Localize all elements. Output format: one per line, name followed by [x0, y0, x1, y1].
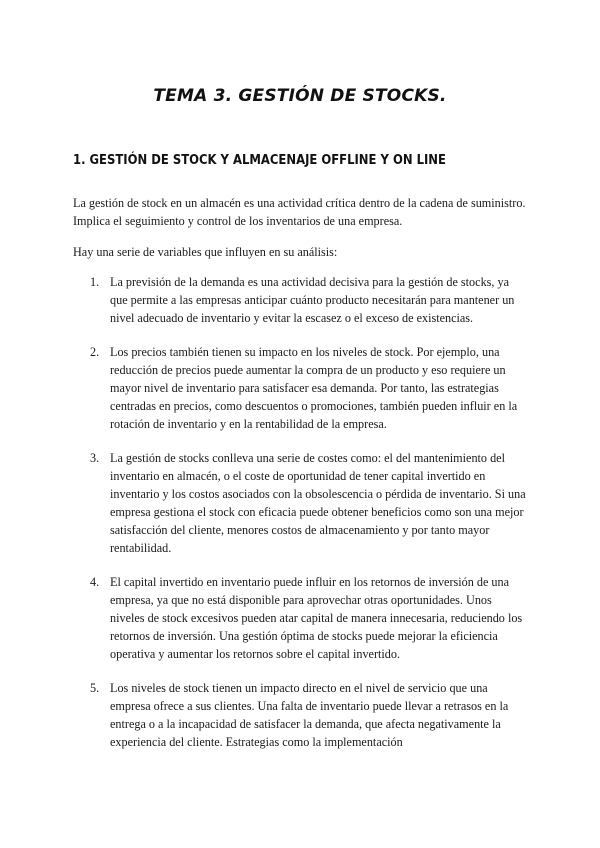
list-item [73, 449, 529, 557]
intro-paragraph: La gestión de stock en un almacén es una actividad crítica dentro de la cadena de suministro. Implica el seguimiento y control de los inventarios de una empresa. [73, 196, 526, 228]
variables-list [73, 273, 529, 767]
list-item-text: El capital invertido en inventario puede influir en los retornos de inversión de una empresa, ya que no está disponible para aprovechar otras oportunidades. Unos niveles de stock excesivos pueden atar capital de manera innecesaria, reduciendo los retornos de inversión. Una gestión óptima de stocks puede mejorar la eficiencia operativa y aumentar los retornos sobre el capital invertido. [110, 575, 523, 661]
list-item-number: 1. [90, 275, 100, 289]
list-item-number: 5. [90, 681, 100, 695]
list-item-text: La gestión de stocks conlleva una serie de costes como: el del mantenimiento del inventario en almacén, o el coste de oportunidad de tener capital invertido en inventario y los costos asociados con la obsolescencia o pérdida de inventario. Si una empresa gestiona el stock con eficacia puede obtener beneficios como son una mejor satisfacción del cliente, menores costos de almacenamiento y por tanto mayor rentabilidad. [110, 451, 526, 555]
list-item-number: 3. [90, 451, 100, 465]
list-item [73, 573, 529, 663]
list-item [73, 343, 529, 433]
document-title: TEMA 3. GESTIÓN DE STOCKS. [153, 86, 447, 106]
section-heading: 1. GESTIÓN DE STOCK Y ALMACENAJE OFFLINE Y ON LINE [73, 152, 446, 168]
list-item-text: La previsión de la demanda es una actividad decisiva para la gestión de stocks, ya que permite a las empresas anticipar cuánto producto necesitarán para mantener un nivel adecuado de inventario y evitar la escasez o el exceso de existencias. [110, 275, 515, 325]
list-item-number: 4. [90, 575, 100, 589]
list-item-text: Los precios también tienen su impacto en los niveles de stock. Por ejemplo, una reducción de precios puede aumentar la compra de un producto y eso requiere un mayor nivel de inventario para satisfacer esa demanda. Por tanto, las estrategias centradas en precios, como descuentos o promociones, también pueden influir en la rotación de inventario y en la rentabilidad de la empresa. [110, 345, 518, 431]
variables-intro-paragraph: Hay una serie de variables que influyen en su análisis: [73, 245, 338, 259]
list-item-text: Los niveles de stock tienen un impacto directo en el nivel de servicio que una empresa ofrece a sus clientes. Una falta de inventario puede llevar a retrasos en la entrega o a la incapacidad de satisfacer la demanda, que afecta negativamente la experiencia del cliente. Estrategias como la implementación [110, 681, 509, 749]
list-item [73, 679, 529, 751]
list-item [73, 273, 529, 327]
list-item-number: 2. [90, 345, 100, 359]
